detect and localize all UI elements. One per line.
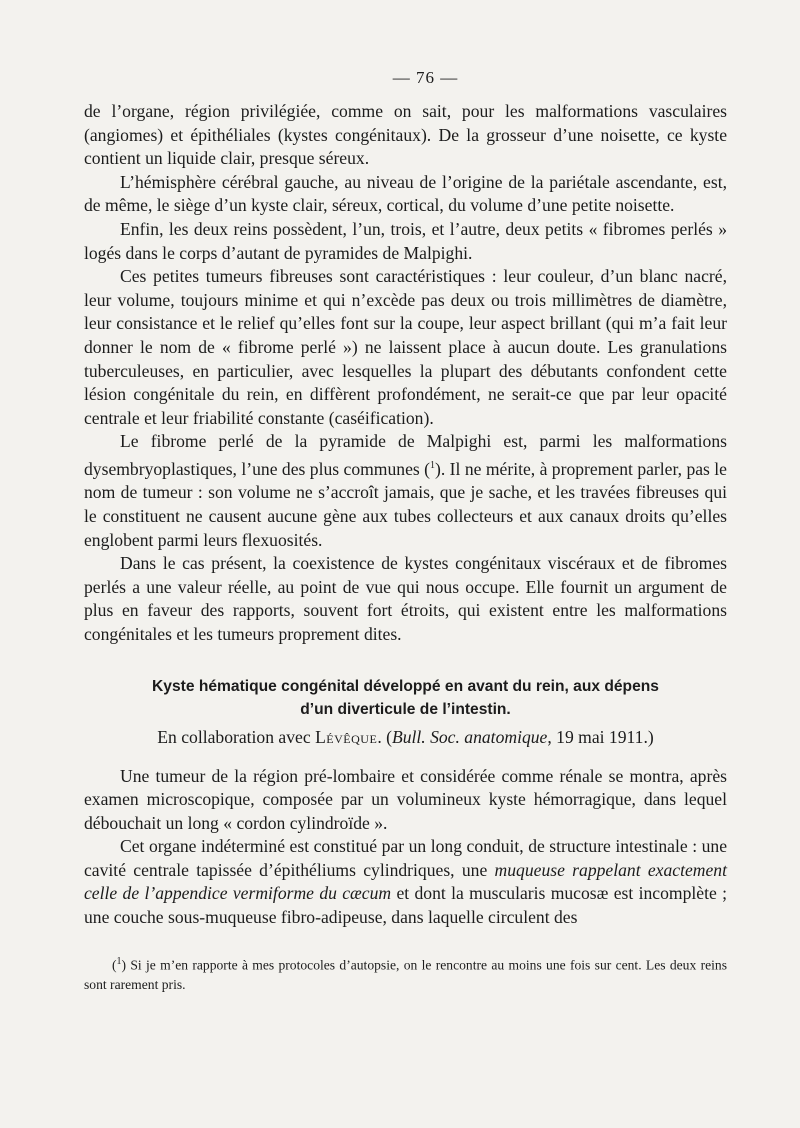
paragraph-organe-text-b: et dont la muscularis mucosæ est incomplète ; une couche sous-muqueuse fibro-adipeuse, dans laquelle circulent des <box>84 883 727 928</box>
footnote-reference[interactable]: 1 <box>430 459 436 471</box>
paragraph-organe-text-a: Cet organe indéterminé est constitué par un long conduit, de structure intestinale : une cavité centrale tapissée d’épithéliums cylindriques, une <box>84 836 727 880</box>
paragraph-fibrome-text-a: Le fibrome perlé de la pyramide de Malpighi est, parmi les malformations dysembryoplastiques, l’une des plus communes ( <box>84 431 727 479</box>
section-heading-line-2: d’un diverticule de l’intestin. <box>300 700 511 718</box>
footnote: ($^1$) Si je m’en rapporte à mes protocoles d’autopsie, on le rencontre au moins une fois sur cent. Les deux reins sont rarement pris. <box>84 955 727 993</box>
paragraph-petites-tumeurs: Ces petites tumeurs fibreuses sont caractéristiques : leur couleur, d’un blanc nacré, leur volume, toujours minime et qui n’excède pas deux ou trois millimètres de diamètre, leur consistance et le relief qu’elles font sur la coupe, leur aspect brillant (qui m’a fait leur donner le nom de « fibrome perlé ») ne laissent place à aucun doute. Les granulations tuberculeuses, en particulier, avec lesquelles la plupart des débutants confondent cette lésion congénitale du rein, en diffèrent profondément, ne serait-ce que par leur opacité centrale et leur friabilité constante (caséification). <box>84 266 727 428</box>
paragraph-organe <box>84 835 727 929</box>
body-text <box>84 100 727 930</box>
collab-mid: . ( <box>377 726 392 747</box>
page-number: — 76 — <box>392 68 459 87</box>
paragraph-hemisphere: L’hémisphère cérébral gauche, au niveau de l’origine de la pariétale ascendante, est, de même, le siège d’un kyste clair, séreux, cortical, du volume d’une petite noisette. <box>84 171 727 216</box>
footnote-text: Si je m’en rapporte à mes protocoles d’autopsie, on le rencontre au moins une fois sur cent. Les deux reins sont rarement pris. <box>84 957 727 993</box>
collab-date: , 19 mai 1911.) <box>547 726 654 747</box>
paragraph-fibrome-perle <box>84 430 727 552</box>
footnote-mark: 1 <box>116 955 122 967</box>
collaboration-line <box>84 725 727 749</box>
section-heading-line-1: Kyste hématique congénital développé en avant du rein, aux dépens <box>152 677 659 695</box>
paragraph-organe-italic: muqueuse rappelant exactement celle de l’appendice vermiforme du cæcum <box>84 859 727 904</box>
paragraph-dans-le-cas: Dans le cas présent, la coexistence de kystes congénitaux viscéraux et de fibromes perlés a une valeur réelle, au point de vue qui nous occupe. Elle fournit un argument de plus en faveur des rapports, souvent fort étroits, qui existent entre les malformations congénitales et les tumeurs proprement dites. <box>84 553 727 644</box>
collab-author: Lévêque <box>315 726 378 747</box>
section-heading <box>84 675 727 721</box>
paragraph-organe-continuation: de l’organe, région privilégiée, comme on sait, pour les malformations vasculaires (angiomes) et épithéliales (kystes congénitaux). De la grosseur d’une noisette, ce kyste contient un liquide clair, presque séreux. <box>84 101 727 169</box>
paragraph-fibrome-text-b: ). Il ne mérite, à proprement parler, pas le nom de tumeur : son volume ne s’accroît jamais, que je sache, et les travées fibreuses qui le constituent ne causent aucune gène aux tubes collecteurs et aux canaux droits qu’elles englobent parmi leurs flexuosités. <box>84 458 727 550</box>
collab-journal: Bull. Soc. anatomique <box>391 726 548 747</box>
paragraph-tumeur: Une tumeur de la région pré-lombaire et considérée comme rénale se montra, après examen microscopique, composée par un volumineux kyste hémorragique, dans lequel débouchait un long « cordon cylindroïde ». <box>84 765 727 833</box>
collab-prefix: En collaboration avec <box>157 726 316 747</box>
paragraph-reins: Enfin, les deux reins possèdent, l’un, trois, et l’autre, deux petits « fibromes perlés » logés dans le corps d’autant de pyramides de Malpighi. <box>84 218 727 263</box>
